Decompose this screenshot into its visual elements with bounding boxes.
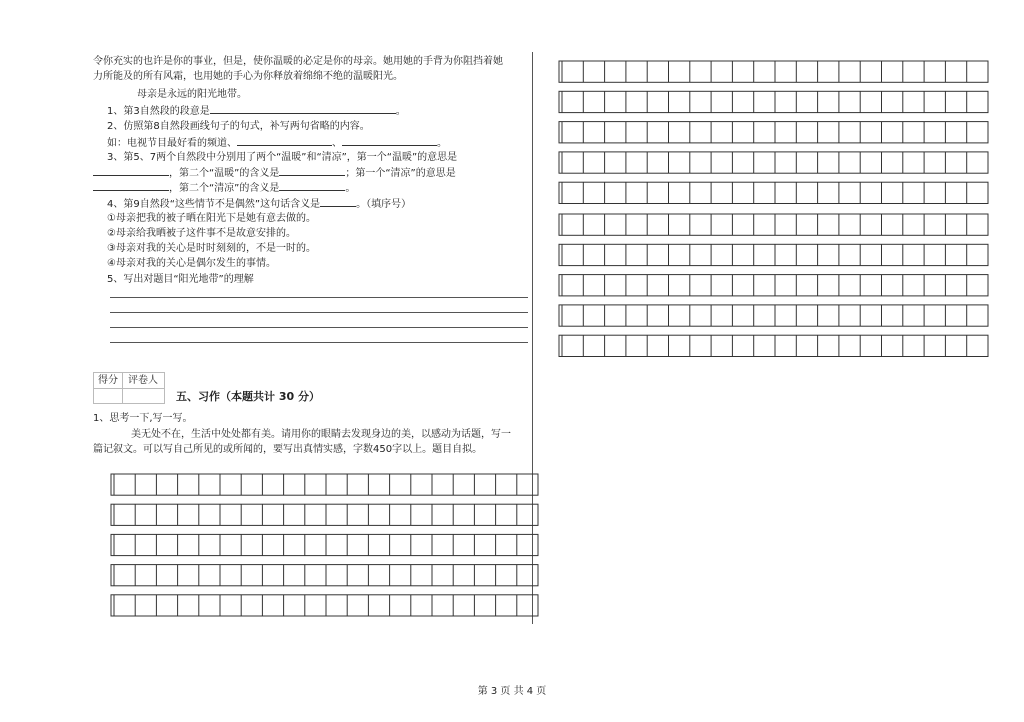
section-title: 五、习作（本题共计 30 分）	[176, 390, 320, 403]
question-2-blank-1[interactable]	[237, 135, 332, 146]
grid-row[interactable]	[111, 474, 538, 495]
question-3-line-1: 3、第5、7两个自然段中分别用了两个“温暖”和“清凉”，第一个“温暖”的意思是	[107, 152, 458, 163]
question-3-blank-1[interactable]	[93, 165, 169, 176]
question-3-line-2	[93, 165, 456, 181]
score-label: 得分	[98, 375, 118, 386]
answer-line-4[interactable]	[110, 342, 528, 343]
grid-row[interactable]	[111, 504, 538, 525]
question-4-option-2: ②母亲给我晒被子这件事不是故意安排的。	[107, 228, 296, 239]
grid-row[interactable]	[111, 534, 538, 555]
question-3-line-2b: ；第一个“清凉”的意思是	[345, 168, 456, 179]
page-footer: 第 3 页 共 4 页	[477, 686, 547, 697]
question-5: 5、写出对题目“阳光地带”的理解	[107, 274, 254, 285]
question-4-option-1: ①母亲把我的被子晒在阳光下是她有意去做的。	[107, 213, 316, 224]
writing-grid-right-bottom[interactable]	[558, 213, 989, 358]
grid-row[interactable]	[559, 152, 988, 173]
question-3-line-2a: ，第二个“温暖”的含义是	[169, 168, 280, 179]
grid-row[interactable]	[111, 595, 538, 616]
passage-line-2: 力所能及的所有风霜，也用她的手心为你释放着绵绵不绝的温暖阳光。	[93, 71, 403, 82]
answer-line-1[interactable]	[110, 297, 528, 298]
question-1	[107, 103, 406, 119]
question-4-option-3: ③母亲对我的关心是时时刻刻的，不是一时的。	[107, 243, 316, 254]
question-2-example-text: 如：电视节目最好看的频道、	[107, 138, 237, 149]
question-4	[107, 196, 411, 212]
question-3-blank-3[interactable]	[93, 180, 169, 191]
question-4-blank[interactable]	[320, 196, 356, 207]
question-3-end: 。	[345, 183, 356, 194]
question-2: 2、仿照第8自然段画线句子的句式，补写两句省略的内容。	[107, 121, 370, 132]
question-1-text: 1、第3自然段的段意是	[107, 106, 210, 117]
writing-grid-left[interactable]	[110, 473, 539, 617]
grid-row[interactable]	[559, 305, 988, 326]
question-4-end: 。（填序号）	[356, 199, 412, 210]
passage-line-3: 母亲是永远的阳光地带。	[137, 89, 247, 100]
question-1-blank[interactable]	[210, 103, 396, 114]
grid-row[interactable]	[559, 61, 988, 82]
composition-prompt-line-2: 篇记叙文。可以写自己所见的或所闻的，要写出真情实感，字数450字以上。题目自拟。	[93, 444, 483, 455]
question-2-example	[107, 135, 447, 151]
grader-label: 评卷人	[128, 375, 158, 386]
question-2-end: 。	[437, 138, 447, 149]
passage-line-1: 令你充实的也许是你的事业，但是，使你温暖的必定是你的母亲。她用她的手背为你阻挡着她	[93, 56, 503, 67]
question-2-blank-2[interactable]	[342, 135, 437, 146]
question-2-separator: 、	[332, 138, 342, 149]
grid-row[interactable]	[559, 214, 988, 235]
answer-line-3[interactable]	[110, 327, 528, 328]
grid-row[interactable]	[111, 565, 538, 586]
question-3-line-3	[93, 180, 355, 196]
score-box	[93, 372, 165, 404]
grid-row[interactable]	[559, 91, 988, 112]
grid-row[interactable]	[559, 244, 988, 265]
composition-prompt-line-1: 美无处不在，生活中处处都有美。请用你的眼睛去发现身边的美，以感动为话题，写一	[131, 429, 511, 440]
grid-row[interactable]	[559, 335, 988, 356]
question-3-line-3-text: ，第二个“清凉”的含义是	[169, 183, 280, 194]
question-4-option-4: ④母亲对我的关心是偶尔发生的事情。	[107, 258, 276, 269]
grid-row[interactable]	[559, 122, 988, 143]
grid-row[interactable]	[559, 182, 988, 203]
answer-line-2[interactable]	[110, 312, 528, 313]
question-4-text: 4、第9自然段“这些情节不是偶然”这句话含义是	[107, 199, 321, 210]
writing-grid-right-top[interactable]	[558, 60, 989, 205]
grid-row[interactable]	[559, 275, 988, 296]
question-3-blank-4[interactable]	[279, 180, 345, 191]
composition-prompt-title: 1、思考一下,写一写。	[93, 413, 193, 424]
question-3-blank-2[interactable]	[279, 165, 345, 176]
question-1-end: 。	[395, 106, 406, 117]
